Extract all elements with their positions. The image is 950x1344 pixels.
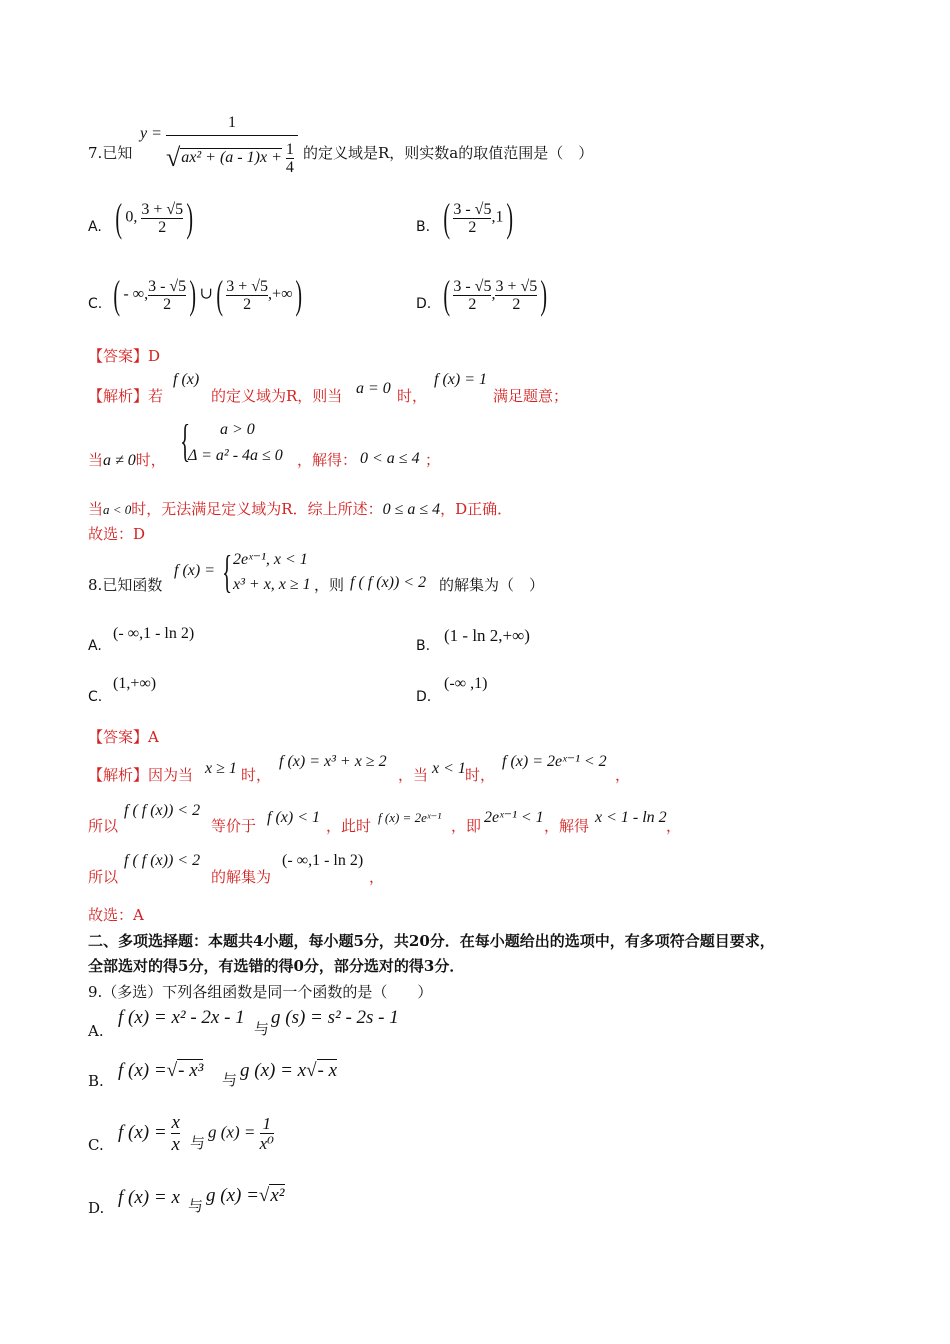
q7-analysis-line1 [88,386,163,406]
q7-d-num1: 3 - √5 [453,277,492,295]
q7-c-left: - ∞, [123,285,149,303]
q8-an-l2a: 所以 [88,817,119,835]
q7-a-frac [141,201,183,236]
q9-c-row [118,1112,180,1155]
q8-fx: f (x) = [174,562,215,579]
q9-title: 9.（多选）下列各组函数是同一个函数的是（ ） [88,983,433,1001]
q8-an-l3e1: f ( f (x)) < 2 [124,852,201,869]
q8-case2: x³ + x, x ≥ 1 [233,576,311,593]
q7-a-left: 0, [125,208,138,226]
left-brace-icon: { [222,546,233,597]
q7-an-l1cond: a = 0 [356,380,391,397]
q9-c-fden: x [171,1134,180,1155]
sqrt-icon: √ [258,1185,270,1206]
left-paren-icon: ( [113,272,120,317]
q7-an-l2cond: a ≠ 0 [103,452,136,469]
q9-c-grow [208,1114,274,1153]
q8-cond: f ( f (x)) < 2 [350,574,427,591]
q8-an-l3b: 的解集为 [211,868,272,886]
right-paren-icon: ) [295,272,303,317]
q9-c-gfrac [260,1114,274,1153]
left-paren-icon: ( [443,272,450,317]
q9-d-with: 与 [188,1197,204,1215]
right-paren-icon: ) [189,272,197,317]
q9-b-frad: - x³ [178,1060,204,1081]
q7-an-l1d: 满足题意； [493,387,569,405]
q7-option-d [440,272,551,317]
q9-a-label: A. [88,1022,104,1040]
q8-an-l1b: 时， [241,766,272,784]
q7-d-num2: 3 + √5 [495,277,538,295]
q8-intro [88,575,162,595]
q8-an-line4: 故选：A [88,906,144,924]
q7-an-l3b: 时，无法满足定义域为R．综上所述： [131,500,383,518]
q8-an-l2e5: x < 1 - ln 2 [595,809,667,826]
q7-an-sys1: a > 0 [220,421,255,438]
right-paren-icon: ) [186,195,194,240]
q8-intro-text: 已知函数 [102,576,163,594]
q9-c-f: f (x) = [118,1121,167,1143]
q7-answer: 【答案】D [88,347,161,365]
q8-an-l1c: ，当 [398,766,429,784]
q7-c-den1: 2 [148,295,186,313]
q8-option-a: (- ∞,1 - ln 2) [113,625,195,642]
q8-option-b-label: B. [416,638,431,654]
q9-c-label: C. [88,1136,104,1154]
q9-d-grow [206,1186,285,1206]
q7-an-l1b: 的定义域为R，则当 [211,387,343,405]
q7-an-l2res: 0 < a ≤ 4 [360,450,420,467]
q9-d-label: D. [88,1199,105,1217]
q8-option-c: (1,+∞) [113,675,157,692]
q7-c-frac1 [148,278,186,313]
q7-an-line4: 故选：D [88,525,146,543]
q7-an-l3res: 0 ≤ a ≤ 4 [382,501,441,518]
q7-option-c-label: C. [88,296,103,312]
q7-option-c [110,272,306,317]
q8-an-l2c: ，此时 [326,817,372,835]
q7-option-d-label: D. [416,296,432,312]
section2-line2: 全部选对的得5分，有选错的得0分，部分选对的得3分． [88,957,465,975]
q9-a-g: g (s) = s² - 2s - 1 [271,1007,399,1028]
q8-answer: 【答案】A [88,728,159,746]
q7-number-text: 7. [88,144,103,162]
q8-option-c-label: C. [88,689,103,705]
q8-an-l1a: 【解析】因为当 [88,766,194,784]
q8-an-l2e1: f ( f (x)) < 2 [124,802,201,819]
q7-c-union: ∪ [199,285,213,303]
q9-b-with: 与 [222,1071,238,1089]
q8-an-l3e2: (- ∞,1 - ln 2) [282,852,364,869]
q8-option-d-label: D. [416,689,432,705]
q9-d-g: g (x) = [206,1185,259,1206]
q7-an-l3c: ，D正确． [440,500,513,518]
q7-d-den2: 2 [495,295,537,313]
left-brace-icon: { [180,415,191,466]
q8-an-l2e3: f (x) = 2eˣ⁻¹ [378,810,442,825]
q7-d-frac1 [453,278,491,313]
q7-an-sys2: Δ = a² - 4a ≤ 0 [188,447,283,464]
q7-b-num: 3 - √5 [453,200,492,218]
q8-option-b: (1 - ln 2,+∞) [444,626,530,645]
q8-mid: ，则 [314,576,345,594]
q7-an-l2b: 时， [135,451,166,469]
q7-c-frac2 [226,278,268,313]
q7-an-l2d: ； [425,451,441,469]
q9-c-ffrac [171,1112,179,1155]
q7-an-l1eq: f (x) = 1 [434,371,487,388]
q7-an-l2a [88,450,166,471]
q9-b-row [118,1061,203,1081]
q8-an-l2e: ，解得 [544,817,590,835]
q8-case1: 2eˣ⁻¹, x < 1 [233,551,308,568]
q7-an-l3a: 当 [88,500,104,518]
sqrt-icon: √ [306,1060,317,1081]
q8-an-l1c2: x < 1 [432,760,466,777]
q7-c-num2: 3 + √5 [226,277,269,295]
q7-number [88,143,132,163]
q9-b-label: B. [88,1072,104,1090]
q7-denominator [166,141,294,176]
q9-d-f: f (x) = x [118,1187,180,1208]
q7-fraction-bar [166,135,298,136]
q7-option-a-label: A. [88,219,102,235]
q7-quarter-den: 4 [285,159,294,176]
left-paren-icon: ( [115,195,122,240]
q7-an-l2a-text: 当 [88,451,104,469]
q8-an-l3a: 所以 [88,868,119,886]
q7-c-right: ,+∞ [268,285,293,303]
q9-c-gnum: 1 [262,1114,272,1133]
q9-c-with: 与 [190,1134,206,1152]
q7-b-frac [453,201,491,236]
q8-an-l1e2: f (x) = 2eˣ⁻¹ < 2 [502,753,607,770]
q7-an-l3cond: a < 0 [103,502,132,517]
q9-c-fnum: x [171,1112,180,1133]
q7-an-l1c: 时， [397,387,428,405]
q7-d-den1: 2 [453,295,491,313]
q8-tail: 的解集为（ ） [439,576,545,594]
q9-c-gden: x⁰ [259,1134,274,1153]
q7-option-a [112,195,196,240]
right-paren-icon: ) [506,195,514,240]
q9-b-f: f (x) = [118,1060,167,1081]
q7-an-l1a: 【解析】若 [88,387,164,405]
q7-numerator: 1 [228,114,236,131]
q9-b-grad: - x [317,1060,338,1081]
q8-option-d: (-∞ ,1) [444,675,488,692]
q8-option-a-label: A. [88,638,102,654]
q7-a-den: 2 [141,218,183,236]
q7-y-eq: y = [140,125,162,142]
q8-number: 8. [88,576,103,594]
q7-c-den2: 2 [226,295,268,313]
q9-d-grad: x² [270,1185,285,1206]
section2-line1: 二、多项选择题：本题共4小题，每小题5分，共20分．在每小题给出的选项中，有多项符合题目要求， [88,932,775,950]
q7-intro: 已知 [102,144,133,162]
q9-b-g: g (x) = x [240,1060,307,1081]
q9-b-grow [240,1061,337,1081]
q7-d-comma: , [491,285,496,303]
left-paren-icon: ( [443,195,450,240]
q7-option-b [440,195,517,240]
q9-a-f: f (x) = x² - 2x - 1 [118,1007,245,1028]
q8-an-l1e1: f (x) = x³ + x ≥ 2 [279,753,387,770]
q8-an-l2f: ， [666,817,682,835]
q7-quarter-num: 1 [285,141,294,158]
q8-an-l2e4: 2eˣ⁻¹ < 1 [484,809,544,826]
q7-d-frac2 [495,278,537,313]
q8-an-l1e: ， [615,766,631,784]
q8-an-l3c: ， [369,868,385,886]
q7-an-fx: f (x) [173,371,200,388]
q8-an-l2b: 等价于 [211,817,257,835]
q8-an-l2d: ，即 [451,817,482,835]
q7-option-b-label: B. [416,219,431,235]
q7-quarter [286,141,294,176]
q9-a-with: 与 [254,1020,270,1038]
q7-an-line3 [88,499,512,520]
q7-radicand: ax² + (a - 1)x + [181,149,282,167]
sqrt-icon: √ [166,143,181,173]
q7-c-num1: 3 - √5 [148,277,187,295]
q8-an-l1c1: x ≥ 1 [205,760,237,777]
q7-b-den: 2 [453,218,491,236]
q9-c-g: g (x) = [208,1122,256,1142]
sqrt-icon: √ [166,1060,178,1081]
q7-a-num: 3 + √5 [141,200,184,218]
right-paren-icon: ) [540,272,548,317]
q7-an-l2c: ，解得： [297,451,358,469]
q8-an-l1d: 时， [465,766,496,784]
left-paren-icon: ( [216,272,223,317]
q7-b-right: ,1 [491,208,504,226]
q7-tail: 的定义域是R，则实数a的取值范围是（ ） [303,144,594,162]
q8-an-l2e2: f (x) < 1 [267,809,320,826]
